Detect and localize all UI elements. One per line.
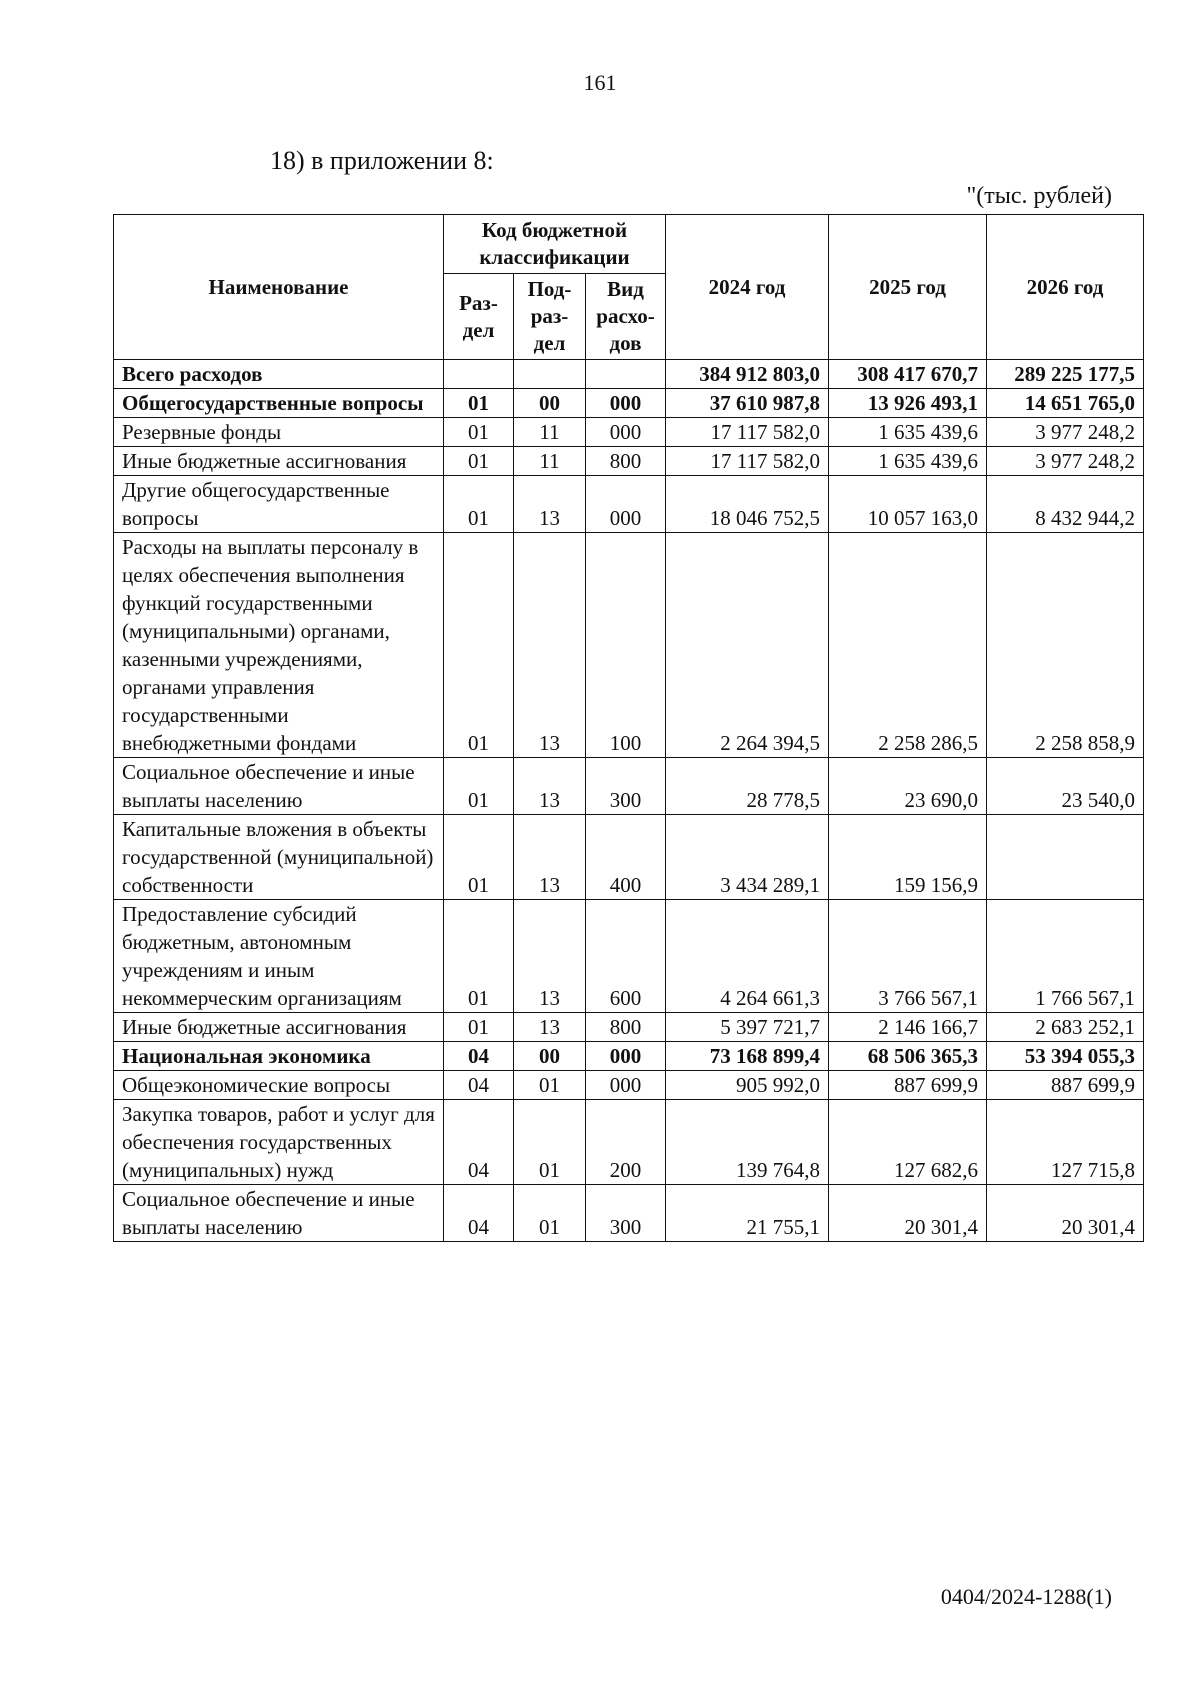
row-subsection	[514, 360, 586, 389]
table-row	[114, 900, 1144, 1013]
row-value-2025: 1 635 439,6	[829, 447, 987, 476]
row-value-2024: 37 610 987,8	[666, 389, 829, 418]
row-value-2025: 1 635 439,6	[829, 418, 987, 447]
row-subsection: 01	[514, 1185, 586, 1242]
row-value-2025: 887 699,9	[829, 1071, 987, 1100]
row-value-2025: 3 766 567,1	[829, 900, 987, 1013]
row-value-2026: 2 258 858,9	[987, 533, 1144, 758]
row-value-2025: 10 057 163,0	[829, 476, 987, 533]
row-section: 04	[444, 1042, 514, 1071]
row-subsection: 00	[514, 389, 586, 418]
row-expense-type: 200	[586, 1100, 666, 1185]
row-value-2024: 2 264 394,5	[666, 533, 829, 758]
row-value-2026: 2 683 252,1	[987, 1013, 1144, 1042]
row-expense-type: 000	[586, 389, 666, 418]
row-value-2024: 17 117 582,0	[666, 447, 829, 476]
row-value-2024: 3 434 289,1	[666, 815, 829, 900]
row-section: 04	[444, 1185, 514, 1242]
row-value-2026: 53 394 055,3	[987, 1042, 1144, 1071]
row-value-2025: 13 926 493,1	[829, 389, 987, 418]
row-name: Общеэкономические вопросы	[114, 1071, 444, 1100]
row-name: Социальное обеспечение и иные выплаты населению	[114, 1185, 444, 1242]
table-row	[114, 1013, 1144, 1042]
row-value-2025: 159 156,9	[829, 815, 987, 900]
row-section: 01	[444, 418, 514, 447]
table-row	[114, 815, 1144, 900]
row-value-2026: 20 301,4	[987, 1185, 1144, 1242]
row-subsection: 00	[514, 1042, 586, 1071]
row-expense-type	[586, 360, 666, 389]
header-expense-type: Вид расхо-дов	[586, 274, 666, 360]
row-section: 01	[444, 389, 514, 418]
document-code: 0404/2024-1288(1)	[940, 1584, 1112, 1609]
row-value-2025: 68 506 365,3	[829, 1042, 987, 1071]
row-value-2025: 308 417 670,7	[829, 360, 987, 389]
row-value-2024: 17 117 582,0	[666, 418, 829, 447]
table-row	[114, 418, 1144, 447]
row-value-2025: 127 682,6	[829, 1100, 987, 1185]
row-subsection: 13	[514, 900, 586, 1013]
row-subsection: 13	[514, 758, 586, 815]
row-expense-type: 800	[586, 1013, 666, 1042]
row-subsection: 01	[514, 1071, 586, 1100]
row-section: 01	[444, 758, 514, 815]
row-section: 04	[444, 1100, 514, 1185]
row-name: Резервные фонды	[114, 418, 444, 447]
row-name: Расходы на выплаты персоналу в целях обеспечения выполнения функций государственными (муниципальными) органами, казенными учреждениями, органами управления государственными внебюджетными фондами	[114, 533, 444, 758]
table-row	[114, 1042, 1144, 1071]
row-expense-type: 100	[586, 533, 666, 758]
row-name: Предоставление субсидий бюджетным, автономным учреждениям и иным некоммерческим организациям	[114, 900, 444, 1013]
row-expense-type: 800	[586, 447, 666, 476]
header-name: Наименование	[114, 215, 444, 360]
table-row	[114, 389, 1144, 418]
row-expense-type: 000	[586, 476, 666, 533]
row-value-2025: 20 301,4	[829, 1185, 987, 1242]
row-value-2026: 1 766 567,1	[987, 900, 1144, 1013]
row-subsection: 11	[514, 447, 586, 476]
row-expense-type: 300	[586, 1185, 666, 1242]
header-year-2024: 2024 год	[666, 215, 829, 360]
row-subsection: 13	[514, 815, 586, 900]
row-name: Всего расходов	[114, 360, 444, 389]
row-section: 01	[444, 815, 514, 900]
row-section: 01	[444, 447, 514, 476]
table-row	[114, 533, 1144, 758]
row-value-2026: 23 540,0	[987, 758, 1144, 815]
row-name: Иные бюджетные ассигнования	[114, 1013, 444, 1042]
row-subsection: 13	[514, 476, 586, 533]
row-value-2024: 139 764,8	[666, 1100, 829, 1185]
budget-table-body	[114, 360, 1144, 1242]
row-name: Другие общегосударственные вопросы	[114, 476, 444, 533]
row-value-2026: 8 432 944,2	[987, 476, 1144, 533]
section-intro: 18) в приложении 8:	[270, 146, 494, 175]
row-value-2026	[987, 815, 1144, 900]
row-expense-type: 000	[586, 418, 666, 447]
header-subsection: Под-раз-дел	[514, 274, 586, 360]
row-section: 01	[444, 533, 514, 758]
row-value-2026: 3 977 248,2	[987, 418, 1144, 447]
row-value-2024: 21 755,1	[666, 1185, 829, 1242]
row-value-2024: 73 168 899,4	[666, 1042, 829, 1071]
header-year-2025: 2025 год	[829, 215, 987, 360]
header-year-2026: 2026 год	[987, 215, 1144, 360]
units-label: "(тыс. рублей)	[966, 183, 1112, 209]
row-subsection: 13	[514, 1013, 586, 1042]
row-value-2024: 384 912 803,0	[666, 360, 829, 389]
row-name: Иные бюджетные ассигнования	[114, 447, 444, 476]
row-value-2025: 23 690,0	[829, 758, 987, 815]
row-value-2026: 3 977 248,2	[987, 447, 1144, 476]
row-section	[444, 360, 514, 389]
row-section: 04	[444, 1071, 514, 1100]
table-row	[114, 1100, 1144, 1185]
page-number: 161	[583, 70, 617, 95]
row-value-2026: 289 225 177,5	[987, 360, 1144, 389]
row-expense-type: 000	[586, 1071, 666, 1100]
row-section: 01	[444, 900, 514, 1013]
row-expense-type: 600	[586, 900, 666, 1013]
row-value-2026: 127 715,8	[987, 1100, 1144, 1185]
table-row	[114, 360, 1144, 389]
row-name: Национальная экономика	[114, 1042, 444, 1071]
row-name: Социальное обеспечение и иные выплаты населению	[114, 758, 444, 815]
row-value-2024: 905 992,0	[666, 1071, 829, 1100]
row-value-2026: 887 699,9	[987, 1071, 1144, 1100]
row-value-2025: 2 258 286,5	[829, 533, 987, 758]
row-subsection: 01	[514, 1100, 586, 1185]
row-name: Закупка товаров, работ и услуг для обеспечения государственных (муниципальных) нужд	[114, 1100, 444, 1185]
row-value-2024: 18 046 752,5	[666, 476, 829, 533]
budget-table	[113, 214, 1144, 1242]
table-row	[114, 1185, 1144, 1242]
header-code-group: Код бюджетной классификации	[444, 215, 666, 274]
header-section: Раз-дел	[444, 274, 514, 360]
row-name: Общегосударственные вопросы	[114, 389, 444, 418]
row-subsection: 13	[514, 533, 586, 758]
table-row	[114, 476, 1144, 533]
row-subsection: 11	[514, 418, 586, 447]
row-name: Капитальные вложения в объекты государственной (муниципальной) собственности	[114, 815, 444, 900]
row-value-2024: 5 397 721,7	[666, 1013, 829, 1042]
row-expense-type: 000	[586, 1042, 666, 1071]
table-row	[114, 447, 1144, 476]
row-value-2026: 14 651 765,0	[987, 389, 1144, 418]
row-value-2025: 2 146 166,7	[829, 1013, 987, 1042]
row-section: 01	[444, 1013, 514, 1042]
row-value-2024: 28 778,5	[666, 758, 829, 815]
row-value-2024: 4 264 661,3	[666, 900, 829, 1013]
row-section: 01	[444, 476, 514, 533]
table-row	[114, 758, 1144, 815]
table-row	[114, 1071, 1144, 1100]
row-expense-type: 300	[586, 758, 666, 815]
row-expense-type: 400	[586, 815, 666, 900]
